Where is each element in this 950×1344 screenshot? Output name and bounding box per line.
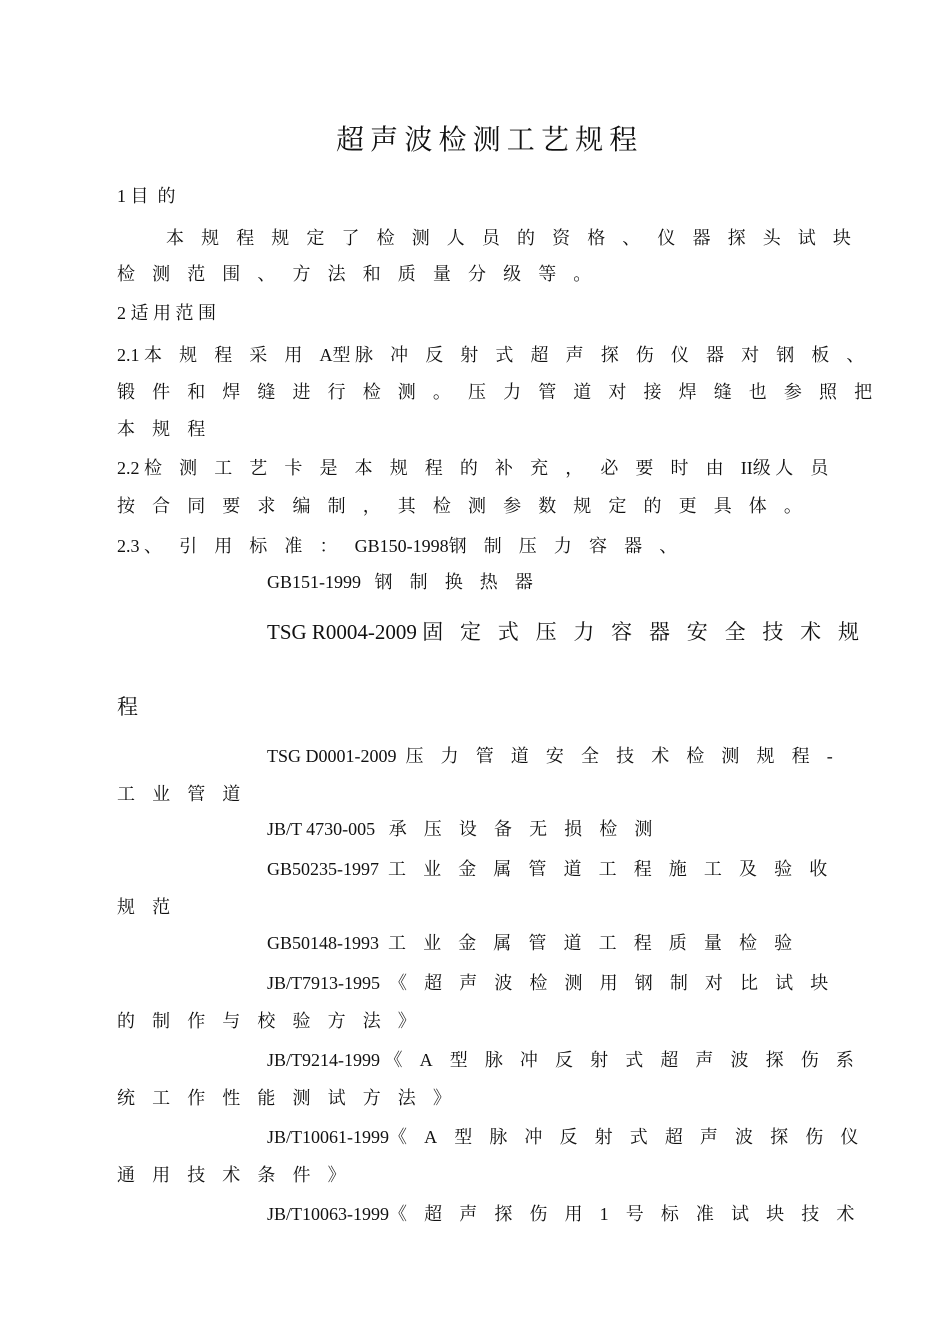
reference-code: GB150-1998 [354, 536, 449, 556]
reference-code: GB151-1999 [267, 572, 361, 592]
reference-name: 承压设备无损检测 [388, 819, 670, 839]
clause-text: 必要时由 [600, 458, 741, 478]
clause-text: 人员 [775, 458, 846, 478]
clause-2-1-line-1 [117, 343, 882, 367]
reference-continuation: 工业管道 [117, 784, 258, 804]
clause-2-3-line-1 [117, 534, 694, 558]
clause-text: 检测工艺卡是本规程的补充， [144, 458, 601, 478]
reference-continuation: 通用技术条件》 [117, 1165, 363, 1185]
reference-continuation: 规范 [117, 897, 188, 917]
reference-name: 工业金属管道工程质量检验 [388, 933, 810, 953]
reference-name: 固定式压力容器安全技术规 [422, 620, 876, 644]
clause-number: 2.2 [117, 458, 140, 478]
clause-text: A型 [319, 345, 351, 365]
clause-text: II级 [740, 458, 771, 478]
reference-code: JB/T7913-1995 [267, 973, 381, 993]
clause-2-1-line-3: 本规程 [117, 419, 223, 439]
reference-item [267, 744, 850, 768]
reference-item [267, 857, 844, 881]
reference-item [267, 1125, 875, 1149]
reference-continuation: 统工作性能测试方法》 [117, 1088, 468, 1108]
reference-code: JB/T 4730-005 [267, 819, 376, 839]
section-1-heading: 1 目 的 [117, 186, 176, 206]
reference-name: 钢制压力容器、 [448, 536, 695, 556]
reference-name: 《A型脉冲反射式超声波探伤系 [384, 1050, 871, 1070]
clause-label: 、引用标准： [144, 536, 355, 556]
reference-item [267, 971, 845, 995]
reference-item [267, 817, 670, 841]
section-1-text-line-2: 检测范围、方法和质量分级等。 [117, 264, 609, 284]
reference-name: 《超声探伤用1号标准试块技术 [389, 1204, 872, 1224]
reference-code: TSG D0001-2009 [267, 746, 397, 766]
clause-number: 2.3 [117, 536, 140, 556]
reference-name: 《超声波检测用钢制对比试块 [389, 973, 846, 993]
section-1-text-line-1: 本规程规定了检测人员的资格、仪器探头试块 [166, 228, 868, 248]
reference-continuation: 的制作与校验方法》 [117, 1011, 433, 1031]
clause-2-1-line-2: 锻件和焊缝进行检测。压力管道对接焊缝也参照把 [117, 382, 890, 402]
reference-name: 《A型脉冲反射式超声波探伤仪 [389, 1127, 876, 1147]
clause-text: 本规程采用 [144, 345, 320, 365]
reference-code: JB/T10063-1999 [267, 1204, 390, 1224]
clause-text: 脉冲反射式超声探伤仪器对钢板、 [355, 345, 882, 365]
reference-code: GB50235-1997 [267, 859, 379, 879]
reference-item [267, 931, 809, 955]
reference-item [267, 1048, 871, 1072]
reference-code: TSG R0004-2009 [267, 620, 417, 644]
reference-code: GB50148-1993 [267, 933, 379, 953]
reference-continuation: 程 [117, 695, 138, 719]
reference-item [267, 570, 550, 594]
reference-code: JB/T10061-1999 [267, 1127, 390, 1147]
clause-number: 2.1 [117, 345, 140, 365]
reference-name: 压力管道安全技术检测规程- [405, 746, 850, 766]
reference-item [267, 1202, 871, 1226]
document-title: 超声波检测工艺规程 [336, 123, 644, 156]
reference-name: 工业金属管道工程施工及验收 [388, 859, 845, 879]
section-2-heading: 2 适 用 范 围 [117, 303, 216, 323]
clause-2-2-line-2: 按合同要求编制，其检测参数规定的更具体。 [117, 496, 819, 516]
reference-name: 钢制换热器 [374, 572, 550, 592]
clause-2-2-line-1 [117, 456, 845, 480]
reference-item [267, 617, 876, 647]
reference-code: JB/T9214-1999 [267, 1050, 381, 1070]
